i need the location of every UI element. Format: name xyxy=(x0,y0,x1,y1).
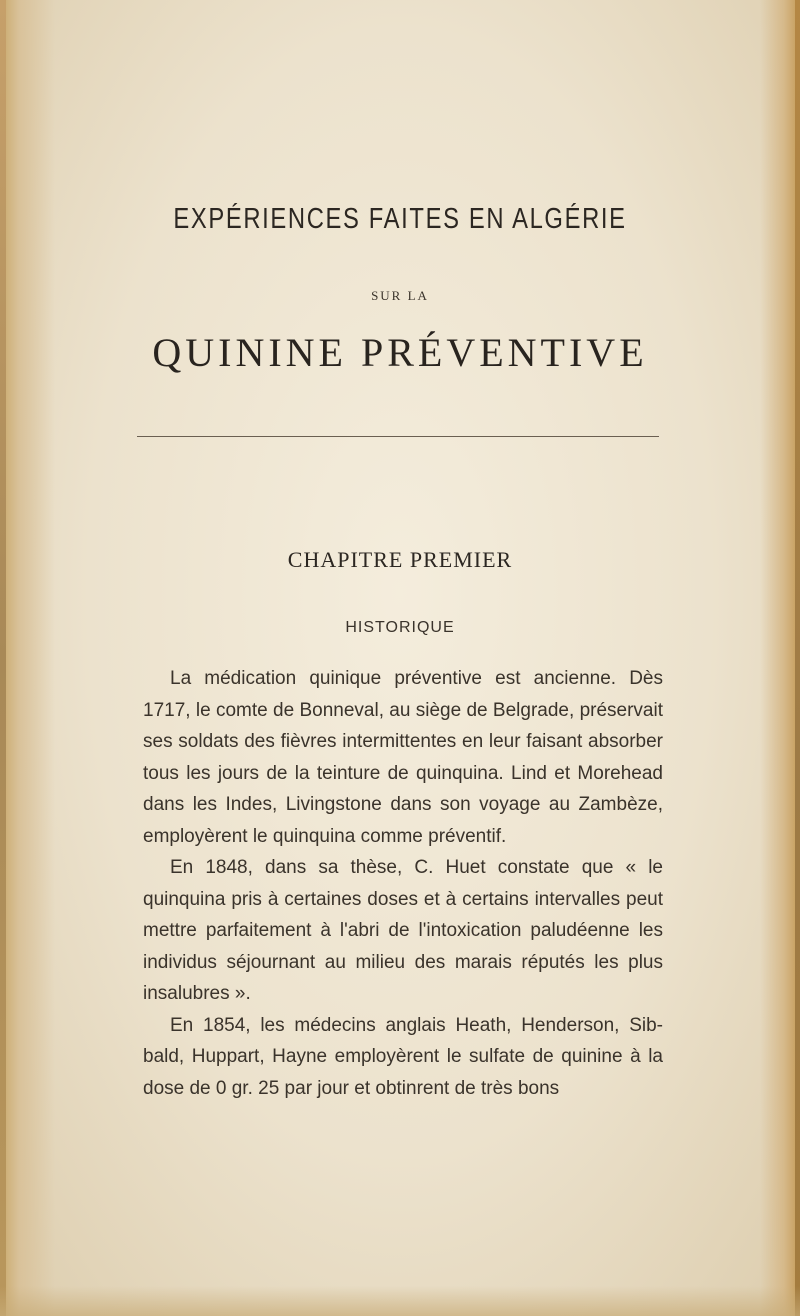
binding-edge xyxy=(0,0,6,1316)
title-connector: SUR LA xyxy=(371,288,429,303)
section-heading: HISTORIQUE xyxy=(345,619,455,636)
page-edge-right-strip xyxy=(795,0,800,1316)
page-edge-right xyxy=(760,0,800,1316)
page-edge-bottom xyxy=(0,1286,800,1316)
main-title: QUININE PRÉVENTIVE xyxy=(152,330,648,375)
page-edge-left xyxy=(0,0,55,1316)
chapter-heading: CHAPITRE PREMIER xyxy=(287,547,513,572)
paragraph-1: La médication quinique préventive est ancienne. Dès 1717, le comte de Bonneval, au siège de Belgrade, préservait ses soldats des fièvres intermittentes en leur faisant absorber tous les jours de la teinture de quinquina. Lind et Morehead dans les Indes, Livingstone dans son voyage au Zambèze, employèrent le quinquina comme préventif. xyxy=(143,668,663,847)
title-rule xyxy=(137,436,659,437)
document-title: EXPÉRIENCES FAITES EN ALGÉRIE xyxy=(173,203,627,235)
paragraph-2: En 1848, dans sa thèse, C. Huet constate que « le quinquina pris à certaines doses et à certains intervalles peut mettre parfaitement à l'abri de l'intoxication paludéenne les individus séjournant au milieu des marais réputés les plus insalubres ». xyxy=(143,857,663,1004)
paragraph-3: En 1854, les médecins anglais Heath, Henderson, Sibbald, Huppart, Hayne employèrent le sulfate de quinine à la dose de 0 gr. 25 par jour et obtinrent de très bons xyxy=(143,1014,663,1099)
body-text xyxy=(143,663,663,1104)
